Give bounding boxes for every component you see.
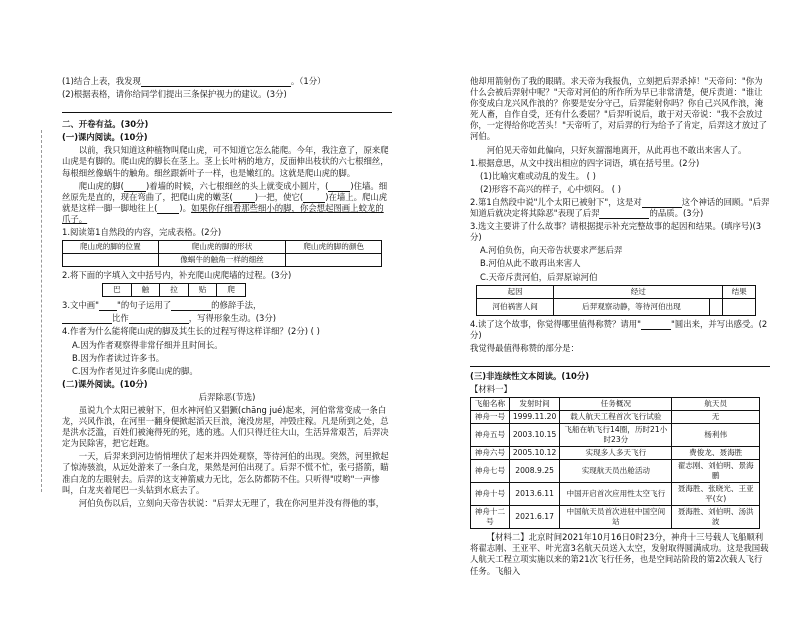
table1-cell-empty[interactable] [286, 254, 382, 267]
table-row [471, 411, 760, 424]
read1-p2c: )住墙。细丝原先是直的，现在弯曲了，把爬山虎的嫩茎( [62, 180, 388, 202]
q3-blank-device[interactable] [171, 310, 211, 311]
table-row [471, 506, 760, 529]
table-header: 任务概况 [560, 398, 672, 411]
left-column [62, 76, 392, 638]
read2-title: (二)课外阅读。(10分) [62, 378, 148, 389]
flow-cell-empty[interactable] [723, 298, 756, 315]
table-row [471, 460, 760, 483]
q3-a: 3.文中画" [62, 300, 99, 311]
r-q1-b [480, 184, 770, 195]
material1-label: 【材料一】 [470, 383, 512, 394]
r-q2-blank-2[interactable] [599, 218, 649, 219]
table-cell: 神舟十号 [471, 483, 510, 506]
letter-box [102, 283, 246, 297]
blank-5[interactable] [157, 213, 179, 214]
q4-option[interactable]: C.因为作者见过许多爬山虎的脚。 [72, 365, 198, 376]
q4-option[interactable]: B.因为作者读过许多书。 [72, 352, 165, 363]
letter-cell: 触 [131, 284, 160, 297]
r-q4-c: 我觉得最值得称赞的部分是： [470, 342, 579, 353]
read3-title: (三)非连续性文本阅读。(10分) [470, 370, 590, 381]
table-cell: 神舟七号 [471, 460, 510, 483]
table-cell: 聂海胜、刘伯明、汤洪波 [672, 506, 760, 529]
flow-head: 起因 [477, 285, 554, 298]
story-paragraph1: 虽说九个太阳已被射下，但水神河伯又猖獗(chāng jué)起来，河伯常常变成一条白龙，兴风作浪，在河里一翻身便掀起滔天巨浪，淹没房屋，冲毁庄稼。凡是所到之处，总是洪水泛滥，百姓们被淹得死的死，逃的逃。人们只得迁往大山，生活异常艰苦，后羿决定为民除害，把它赶跑。 [62, 405, 389, 449]
q3-e: ，写得形象生动。(3分) [188, 313, 276, 324]
flow-cell: 后羿观察动静，等待河伯出现 [554, 298, 709, 315]
r-q1: 1.根据意思，从文中找出相应的四字词语，填在括号里。(2分) [470, 157, 700, 168]
r-q2-a: 2.第1自然段中说"儿个太阳已被射下"，这是对 [470, 196, 642, 207]
q1a-score: 。（1分） [290, 76, 326, 86]
table-cell: 1999.11.20 [509, 411, 559, 424]
r-q2-c: 的品质。(3分) [649, 208, 704, 219]
read1-p2d: )一把，使它( [254, 191, 304, 202]
flow-head: 结果 [723, 285, 756, 298]
table-cell: 2008.9.25 [509, 460, 559, 483]
story-continued: 他却用箭射伤了我的眼睛。求天帝为我报仇，立刻把后羿杀掉！"天帝问："你为什么会被后羿射中呢？"天帝对河伯的所作所为早已非常清楚，便斥责道："谁让你变成白龙兴风作浪的？你要是安分守己，后羿能射你吗？你自己兴风作浪，淹死人畜，自作自受，还有什么委屈？"后羿听说后，敢于对天帝说："我不会放过你，一定得给你吃苦头！"天帝听了，对后羿的行为给予了肯定，后羿这才放过了河伯。 [470, 76, 767, 142]
table-header: 飞船名称 [471, 398, 510, 411]
q3-blank-mark[interactable] [99, 310, 117, 311]
r-q3: 3.选文主要讲了什么故事？请根据提示补充完整故事的起因和结果。(填序号)(3分) [470, 221, 762, 243]
r-q2-b: 这个神话的回顾。"后羿知道后就决定将其除恶"表现了后羿 [470, 196, 770, 219]
story-paragraph3: 河伯负伤以后，立刻向天帝告状说："后羿太无理了，我在你河里并没有得他的事， [78, 497, 385, 508]
letter-cell: 巴 [103, 284, 132, 297]
fold-line [41, 130, 42, 492]
q4-question: 4.作者为什么能将爬山虎的脚及其生长的过程写得这样详细？(2分) [62, 326, 308, 337]
letter-cell: 拉 [160, 284, 189, 297]
q1a-blank[interactable] [141, 86, 291, 87]
q1a-line [62, 76, 392, 87]
read1-paragraph1: 以前，我只知道这种植物叫爬山虎，可不知道它怎么能爬。今年，我注意了，原来爬山虎是有脚的。爬山虎的脚长在茎上。茎上长叶柄的地方，反面伸出枝状的六七根细丝，每根细丝像蜗牛的触角。细丝跟新叶子一样，也是嫩红的。这就是爬山虎的脚。 [62, 145, 389, 178]
table-cell: 中国航天员首次进驻中国空间站 [560, 506, 672, 529]
underlined-sentence: 如果你仔细看那些细小的脚，你会想起图画上蛟龙的爪子。 [62, 202, 384, 224]
r-q4-answer-line[interactable] [470, 356, 770, 367]
table-cell: 神舟一号 [471, 411, 510, 424]
q3-b: "的句子运用了 [116, 300, 172, 311]
right-column [470, 76, 770, 638]
table-cell: 载人航天工程首次飞行试验 [560, 411, 672, 424]
table-cell: 聂海胜、张晓光、王亚平(女) [672, 483, 760, 506]
r-q4-a: 4.读了这个故事，你觉得哪里值得称赞？请用" [470, 318, 641, 329]
q3-line2 [62, 313, 392, 324]
r-q1-a-bracket[interactable]: ( ) [586, 170, 596, 181]
read1-paragraph2 [62, 181, 392, 225]
table1-cell-empty[interactable] [63, 254, 159, 267]
table-header: 航天员 [672, 398, 760, 411]
table-cell: 中国开启首次应用性太空飞行 [560, 483, 672, 506]
q4-text [62, 326, 392, 337]
r-q4-b: "圆出来，并写出感受。(2分) [470, 318, 768, 340]
letter-cell: 贴 [188, 284, 217, 297]
read1-p2e: )在墙上。爬山虎就是这样一脚一脚地往上( [62, 191, 388, 213]
r-q1-a-text: (1)比喻灾难或动乱的发生。 [480, 170, 584, 181]
q2-text: 2.将下面的字填入文中括号内，补充爬山虎爬墙的过程。(3分) [62, 270, 292, 281]
table1-cell: 像蜗牛的触角一样的细丝 [158, 254, 286, 267]
r-q4 [470, 319, 770, 341]
q3-d: 比作 [112, 313, 129, 324]
q1b-answer-line[interactable] [62, 102, 392, 113]
r-q1-b-bracket[interactable]: ( ) [611, 183, 621, 194]
table-cell: 神舟六号 [471, 447, 510, 460]
table-cell: 实现多人多天飞行 [560, 447, 672, 460]
q4-option[interactable]: A.因为作者观察得非常仔细并且时间长。 [72, 339, 223, 350]
read1-p2b: )着墙的时候，六七根细丝的头上就变成小圆片，( [145, 180, 329, 191]
table-row [471, 424, 760, 447]
q3-c: 的修辞手法， [211, 300, 262, 311]
table1-header: 爬山虎的脚的位置 [63, 241, 159, 254]
table-cell: 2005.10.12 [509, 447, 559, 460]
q3-blank-b[interactable] [129, 323, 189, 324]
flow-cell: 河伯祸害人间 [477, 298, 554, 315]
r-q4-blank[interactable] [641, 329, 671, 330]
table-cell: 神舟五号 [471, 424, 510, 447]
table-cell: 翟志刚、刘伯明、景海鹏 [672, 460, 760, 483]
q3-line [62, 300, 392, 311]
q1b-text: (2)根据表格，请你给同学们提出三条保护视力的建议。(3分) [62, 89, 287, 100]
section2-title: 二、开卷有益。(30分) [62, 119, 149, 130]
table-cell: 无 [672, 411, 760, 424]
table-row [471, 483, 760, 506]
table-1 [62, 240, 382, 267]
table-header: 发射时间 [509, 398, 559, 411]
story-continued-2: 河伯见天帝如此偏向，只好灰溜溜地离开，从此再也不敢出来害人了。 [486, 144, 747, 155]
r-q1-a [480, 171, 770, 182]
story-paragraph2: 一天，后羿来到河边悄悄埋伏了起来并四处观察，等待河伯的出现。突然，河里掀起了惊涛骇浪，从远处游来了一条白龙，果然是河伯出现了。后羿不慌不忙，张弓搭箭，瞄准白龙的左眼射去。后羿的这支神箭威力无比，怎么防都防不住。只听得"哎哟"一声惨叫，白龙夹着尾巴一头钻到水底去了。 [62, 451, 389, 495]
r-q3-option[interactable]: A.河伯负伤，向天帝告状要求严惩后羿 [480, 245, 623, 256]
table-cell: 费俊龙、聂海胜 [672, 447, 760, 460]
table-row [471, 447, 760, 460]
letter-cell: 爬 [217, 284, 246, 297]
story-title: 后羿除恶(节选) [198, 391, 256, 402]
table-cell: 2021.6.17 [509, 506, 559, 529]
read1-p2a: 爬山虎的脚( [78, 180, 124, 191]
q4-bracket[interactable]: ( ) [310, 326, 320, 337]
table-cell: 飞船在轨飞行14圈，历时21小时23分 [560, 424, 672, 447]
material2-text: 【材料二】北京时间2021年10月16日0时23分，神舟十三号载人飞船顺利将翟志刚、王亚平、叶光富3名航天员送入太空，发射取得圆满成功。这是我国载人航天工程立项实施以来的第21次飞行任务，也是空间站阶段的第2次载人飞行任务。飞船入 [470, 532, 769, 576]
table-cell: 2003.10.15 [509, 424, 559, 447]
r-q3-option[interactable]: B.河伯从此不敢再出来害人 [480, 258, 581, 269]
read1-title: (一)课内阅读。(10分) [62, 132, 148, 143]
q1-text: 1.阅读第1自然段的内容，完成表格。(2分) [62, 227, 222, 238]
flow-cell-empty[interactable] [709, 298, 723, 315]
table-cell: 神舟十二号 [471, 506, 510, 529]
q3-blank-a[interactable] [62, 323, 112, 324]
flow-table [476, 285, 756, 316]
flow-head: 经过 [554, 285, 723, 298]
table-cell: 实现航天员出舱活动 [560, 460, 672, 483]
read1-p2f: )。 [179, 202, 192, 213]
r-q2 [470, 197, 770, 219]
table1-header: 爬山虎的脚的形状 [158, 241, 286, 254]
table1-header: 爬山虎的脚的颜色 [286, 241, 382, 254]
shenzhou-table [470, 397, 760, 529]
table-cell: 2013.6.11 [509, 483, 559, 506]
r-q3-option[interactable]: C.天帝斥责河伯，后羿原谅河伯 [480, 271, 598, 282]
r-q1-b-text: (2)形容不高兴的样子，心中烦闷。 [480, 183, 610, 194]
q1a-text: (1)结合上表，我发现 [62, 76, 141, 86]
table-cell: 杨利伟 [672, 424, 760, 447]
